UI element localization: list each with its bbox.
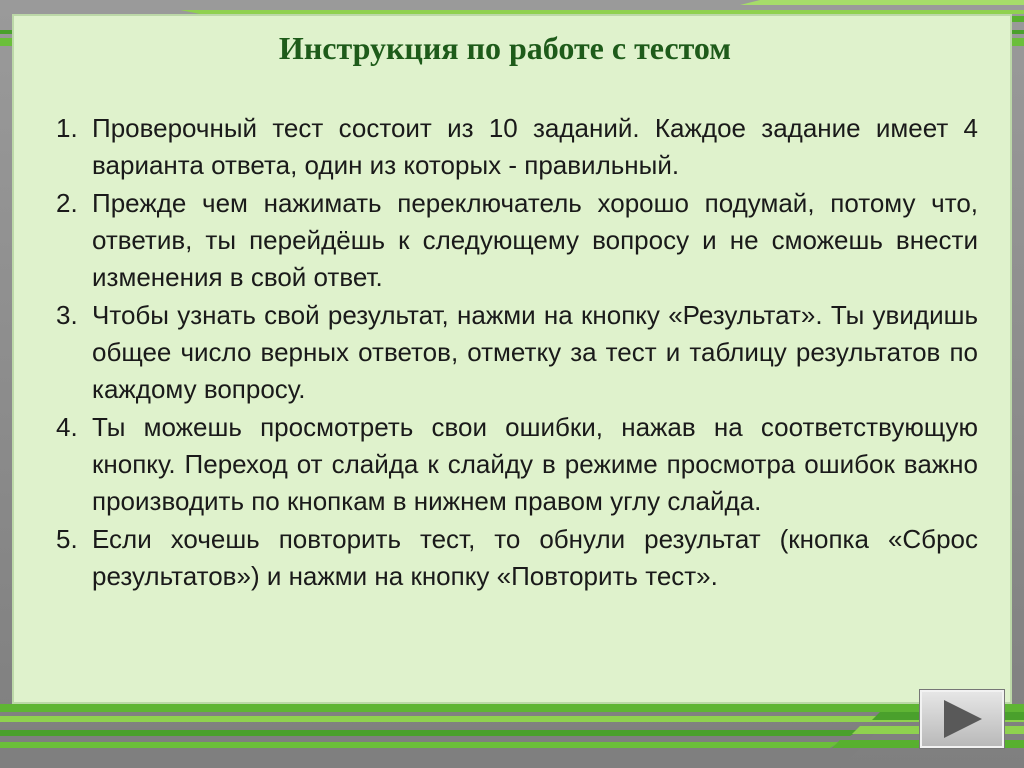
list-item bbox=[50, 409, 978, 520]
item-number: 1. bbox=[56, 113, 78, 143]
item-text: Чтобы узнать свой результат, нажми на кнопку «Результат». Ты увидишь общее число верных ответов, отметку за тест и таблицу результатов по каждому вопросу. bbox=[92, 300, 978, 404]
list-item bbox=[50, 297, 978, 408]
item-text: Прежде чем нажимать переключатель хорошо подумай, потому что, ответив, ты перейдёшь к следующему вопросу и не сможешь внести изменения в свой ответ. bbox=[92, 188, 978, 292]
slide-title: Инструкция по работе с тестом bbox=[278, 30, 732, 66]
list-item bbox=[50, 521, 978, 595]
item-number: 3. bbox=[56, 300, 78, 330]
item-number: 2. bbox=[56, 188, 78, 218]
item-text: Проверочный тест состоит из 10 заданий. Каждое задание имеет 4 варианта ответа, один из которых - правильный. bbox=[92, 113, 978, 180]
item-text: Ты можешь просмотреть свои ошибки, нажав на соответствующую кнопку. Переход от слайда к слайду в режиме просмотра ошибок важно производить по кнопкам в нижнем правом углу слайда. bbox=[92, 412, 978, 516]
list-item bbox=[50, 185, 978, 296]
item-text: Если хочешь повторить тест, то обнули результат (кнопка «Сброс результатов») и нажми на кнопку «Повторить тест». bbox=[92, 524, 978, 591]
list-item bbox=[50, 110, 978, 184]
play-arrow-icon bbox=[922, 692, 1002, 746]
item-number: 4. bbox=[56, 412, 78, 442]
instruction-list bbox=[50, 110, 978, 596]
item-number: 5. bbox=[56, 524, 78, 554]
next-slide-button[interactable] bbox=[920, 690, 1004, 748]
bottom-decor-stripes bbox=[0, 690, 1024, 768]
